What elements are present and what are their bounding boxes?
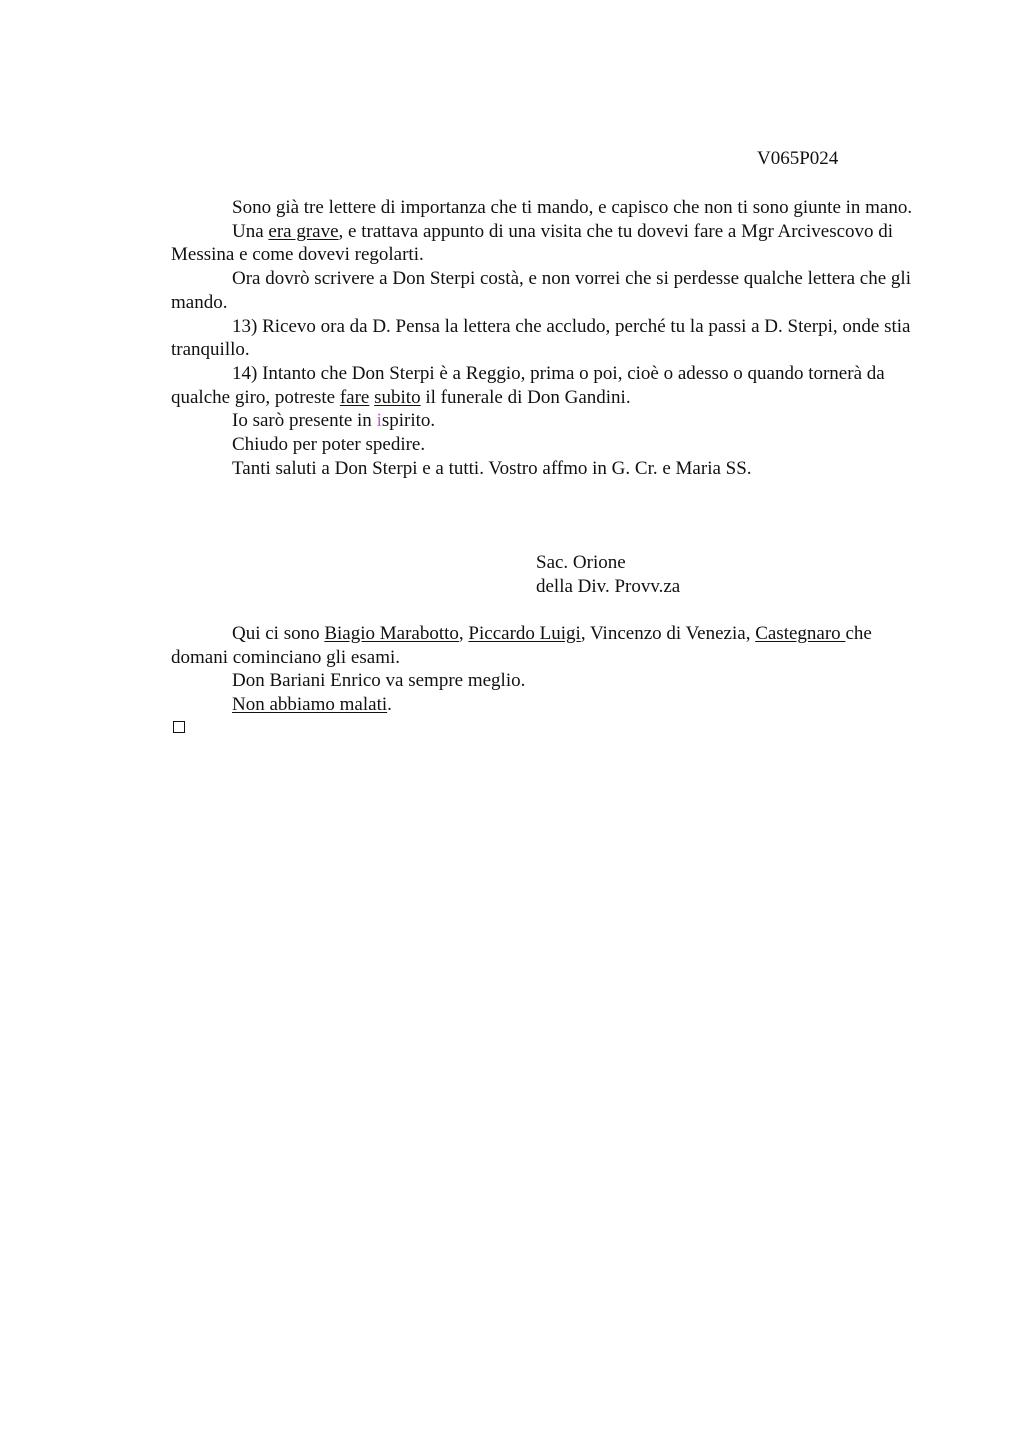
paragraph-5: 14) Intanto che Don Sterpi è a Reggio, prima o poi, cioè o adesso o quando tornerà da qualche giro, potreste fare subito il funerale di Don Gandini.	[171, 362, 885, 408]
underlined-text: Non abbiamo malati	[232, 694, 388, 716]
paragraph-8: Tanti saluti a Don Sterpi e a tutti. Vostro affmo in G. Cr. e Maria SS.	[232, 457, 752, 479]
highlighted-letter: i	[376, 410, 382, 432]
postscript-paragraph-2: Don Bariani Enrico va sempre meglio.	[232, 670, 526, 692]
signature-block	[536, 551, 680, 598]
underlined-text: subito	[374, 386, 421, 408]
underlined-text: era grave	[268, 220, 339, 242]
page-id: V065P024	[757, 148, 839, 169]
paragraph-4: 13) Ricevo ora da D. Pensa la lettera che accludo, perché tu la passi a D. Sterpi, onde stia tranquillo.	[171, 315, 911, 361]
postscript	[171, 622, 931, 717]
underlined-name: Castegnaro	[755, 623, 846, 644]
square-box-icon	[173, 721, 185, 733]
signature-line-1: Sac. Orione	[536, 552, 626, 573]
signature-line-2: della Div. Provv.za	[536, 575, 681, 597]
postscript-paragraph-1: Qui ci sono Biagio Marabotto, Piccardo Luigi, Vincenzo di Venezia, Castegnaro che domani cominciano gli esami.	[171, 623, 872, 668]
letter-body	[171, 196, 931, 480]
underlined-name: Piccardo Luigi	[468, 623, 581, 644]
paragraph-7: Chiudo per poter spedire.	[232, 434, 426, 456]
paragraph-2: Una era grave, e trattava appunto di una visita che tu dovevi fare a Mgr Arcivescovo di Messina e come dovevi regolarti.	[171, 220, 894, 266]
postscript-paragraph-3: Non abbiamo malati.	[232, 694, 392, 716]
paragraph-3: Ora dovrò scrivere a Don Sterpi costà, e non vorrei che si perdesse qualche lettera che gli mando.	[171, 268, 911, 313]
paragraph-6: Io sarò presente in ispirito.	[232, 410, 436, 432]
underlined-text: fare	[339, 386, 370, 408]
paragraph-1: Sono già tre lettere di importanza che ti mando, e capisco che non ti sono giunte in mano.	[232, 197, 913, 218]
underlined-name: Biagio Marabotto	[324, 623, 459, 644]
